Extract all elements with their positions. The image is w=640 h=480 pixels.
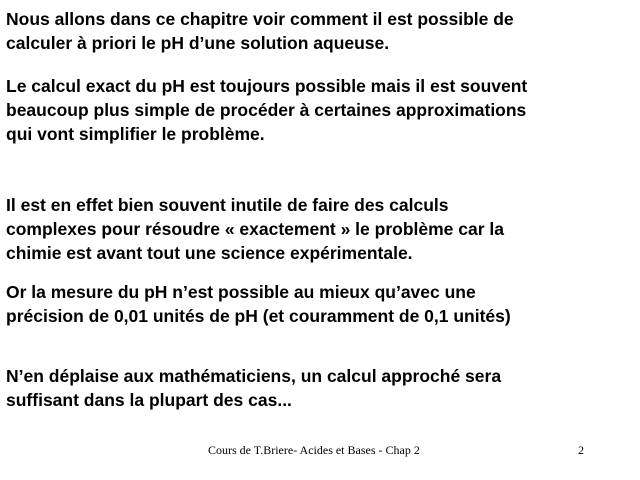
paragraph-ph-precision [6, 280, 640, 328]
text-line: suffisant dans la plupart des cas... [6, 390, 292, 410]
page-number: 2 [578, 443, 584, 457]
text-line: complexes pour résoudre « exactement » le problème car la [6, 219, 504, 239]
text-line: qui vont simplifier le problème. [6, 124, 265, 144]
text-line: Le calcul exact du pH est toujours possible mais il est souvent [6, 76, 528, 96]
text-line: calculer à priori le pH d’une solution aqueuse. [6, 33, 390, 53]
paragraph-conclusion [6, 364, 640, 412]
paragraph-experimental-science [6, 193, 640, 265]
text-line: Nous allons dans ce chapitre voir comment il est possible de [6, 9, 514, 29]
text-line: précision de 0,01 unités de pH (et couramment de 0,1 unités) [6, 306, 511, 326]
footer-course-title: Cours de T.Briere- Acides et Bases - Chap 2 [208, 443, 420, 457]
paragraph-exact-calculation [6, 74, 640, 146]
text-line: beaucoup plus simple de procéder à certaines approximations [6, 100, 527, 120]
text-line: Il est en effet bien souvent inutile de faire des calculs [6, 195, 449, 215]
text-line: Or la mesure du pH n’est possible au mieux qu’avec une [6, 282, 476, 302]
text-line: N’en déplaise aux mathématiciens, un calcul approché sera [6, 366, 502, 386]
paragraph-intro [6, 7, 640, 55]
text-line: chimie est avant tout une science expérimentale. [6, 243, 413, 263]
